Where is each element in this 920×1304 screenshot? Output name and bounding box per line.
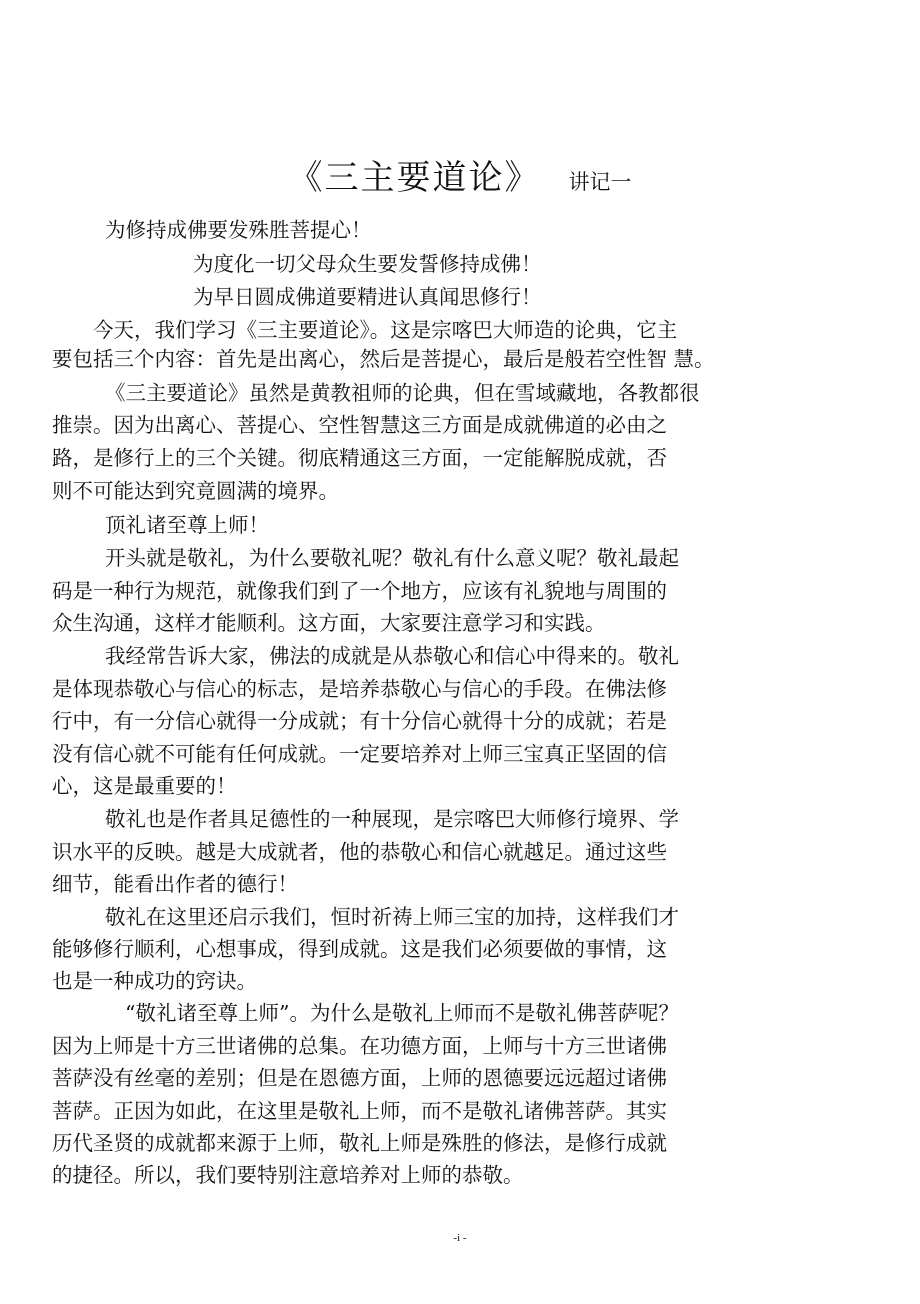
paragraph-line: 路，是修行上的三个关键。彻底精通这三方面，一定能解脱成就，否 [52,446,667,470]
paragraph-line: 识水平的反映。越是大成就者，他的恭敬心和信心就越足。通过这些 [52,840,667,864]
paragraph-line: 的捷径。所以，我们要特别注意培养对上师的恭敬。 [52,1163,524,1187]
vow-line: 为早日圆成佛道要精进认真闻思修行！ [193,285,542,309]
paragraph-line: 细节，能看出作者的德行！ [52,872,298,896]
document-subtitle: 讲记一 [568,170,632,194]
paragraph-line: 顶礼诸至尊上师！ [105,513,269,537]
paragraph-line: 推崇。因为出离心、菩提心、空性智慧这三方面是成就佛道的必由之 [52,413,667,437]
paragraph-line: 众生沟通，这样才能顺利。这方面，大家要注意学习和实践。 [52,611,606,635]
paragraph-line: “敬礼诸至尊上师”。为什么是敬礼上师而不是敬礼佛菩萨呢？ [125,1001,679,1025]
paragraph-line: 能够修行顺利，心想事成，得到成就。这是我们必须要做的事情，这 [52,937,667,961]
paragraph-line: 是体现恭敬心与信心的标志，是培养恭敬心与信心的手段。在佛法修 [52,677,667,701]
paragraph-line: 敬礼在这里还启示我们，恒时祈祷上师三宝的加持，这样我们才 [105,905,679,929]
paragraph-line: 菩萨没有丝毫的差别；但是在恩德方面，上师的恩德要远远超过诸佛 [52,1066,667,1090]
paragraph-line: 因为上师是十方三世诸佛的总集。在功德方面，上师与十方三世诸佛 [52,1034,667,1058]
paragraph-line: 开头就是敬礼，为什么要敬礼呢？敬礼有什么意义呢？敬礼最起 [105,546,679,570]
paragraph-line: 我经常告诉大家，佛法的成就是从恭敬心和信心中得来的。敬礼 [105,644,679,668]
paragraph-line: 码是一种行为规范，就像我们到了一个地方，应该有礼貌地与周围的 [52,579,667,603]
page-number: -i - [453,1232,467,1244]
paragraph-line: 菩萨。正因为如此，在这里是敬礼上师，而不是敬礼诸佛菩萨。其实 [52,1099,667,1123]
paragraph-line: 今天，我们学习《三主要道论》。这是宗喀巴大师造的论典，它主 [93,318,678,342]
document-title: 《三主要道论》 [288,158,541,198]
paragraph-line: 行中，有一分信心就得一分成就；有十分信心就得十分的成就；若是 [52,709,667,733]
paragraph-line: 心，这是最重要的！ [52,774,237,798]
paragraph-line: 则不可能达到究竟圆满的境界。 [52,479,339,503]
vow-line: 为度化一切父母众生要发誓修持成佛！ [193,252,542,276]
paragraph-line: 《三主要道论》虽然是黄教祖师的论典，但在雪域藏地，各教都很 [105,381,700,405]
paragraph-line: 也是一种成功的窍诀。 [52,969,257,993]
paragraph-line: 要包括三个内容：首先是出离心，然后是菩提心，最后是般若空性智 慧。 [52,347,715,371]
paragraph-line: 没有信心就不可能有任何成就。一定要培养对上师三宝真正坚固的信 [52,742,667,766]
paragraph-line: 历代圣贤的成就都来源于上师，敬礼上师是殊胜的修法，是修行成就 [52,1131,667,1155]
paragraph-line: 敬礼也是作者具足德性的一种展现，是宗喀巴大师修行境界、学 [105,807,679,831]
vow-line: 为修持成佛要发殊胜菩提心！ [105,218,372,242]
title-row [0,150,920,199]
